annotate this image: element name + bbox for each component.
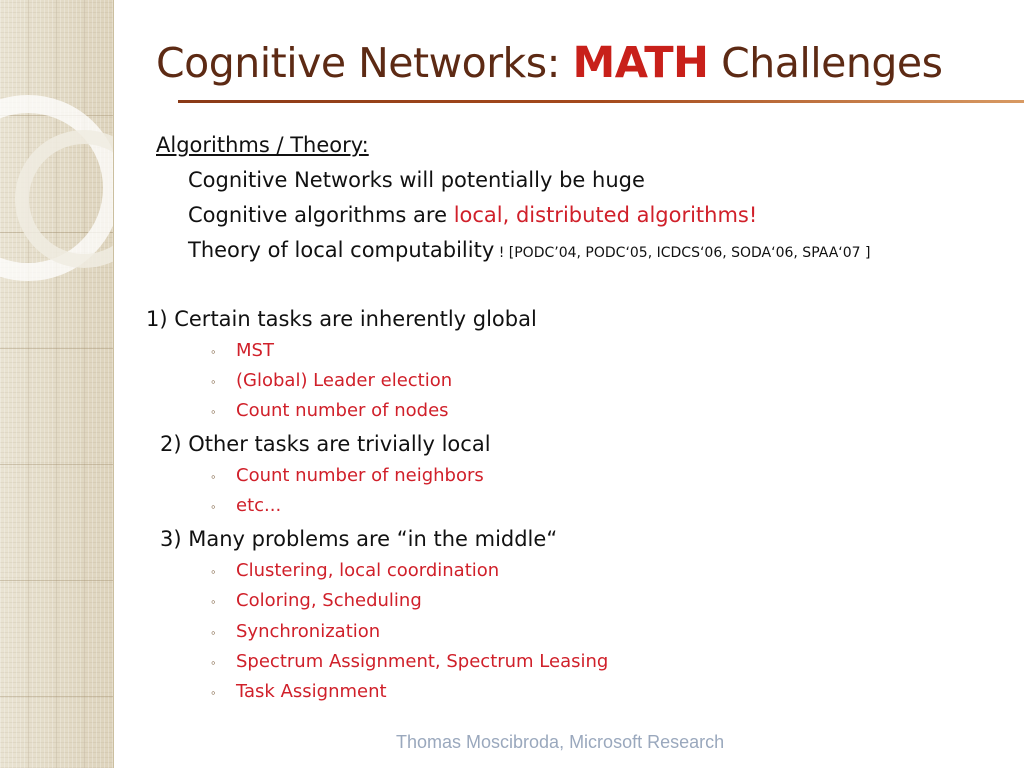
list-item: Count number of neighbors [236,465,484,486]
intro-line [188,238,870,262]
group-heading: 1) Certain tasks are inherently global [146,307,537,331]
list-item: Spectrum Assignment, Spectrum Leasing [236,651,609,672]
title-prefix: Cognitive Networks: [156,39,573,87]
intro-emphasis: local, distributed algorithms! [453,203,758,227]
intro-symbol: ! [494,245,509,261]
bullet-icon: ◦ [211,655,216,670]
bullet-icon: ◦ [211,374,216,389]
intro-text: Theory of local computability [188,238,495,262]
bullet-icon: ◦ [211,344,216,359]
bullet-icon: ◦ [211,499,216,514]
bullet-icon: ◦ [211,469,216,484]
group-heading: 2) Other tasks are trivially local [160,432,491,456]
slide-footer: Thomas Moscibroda, Microsoft Research [396,732,725,752]
title-suffix: Challenges [708,39,943,87]
list-item: etc... [236,495,282,516]
list-item: MST [236,340,274,361]
bullet-icon: ◦ [211,625,216,640]
intro-line [188,203,757,227]
bullet-icon: ◦ [211,594,216,609]
section-heading: Algorithms / Theory: [156,133,369,157]
citation-list: [PODC’04, PODC‘05, ICDCS‘06, SODA‘06, SPAA‘07 ] [508,245,871,261]
list-item: Task Assignment [236,681,387,702]
list-item: Count number of nodes [236,400,449,421]
group-heading: 3) Many problems are “in the middle“ [160,527,558,551]
list-item: (Global) Leader election [236,370,453,391]
title-emphasis: MATH [572,38,709,88]
list-item: Clustering, local coordination [236,560,500,581]
bullet-icon: ◦ [211,564,216,579]
intro-text: Cognitive algorithms are [188,203,454,227]
bullet-icon: ◦ [211,404,216,419]
list-item: Coloring, Scheduling [236,590,422,611]
intro-line: Cognitive Networks will potentially be huge [188,168,645,192]
list-item: Synchronization [236,621,381,642]
bullet-icon: ◦ [211,685,216,700]
